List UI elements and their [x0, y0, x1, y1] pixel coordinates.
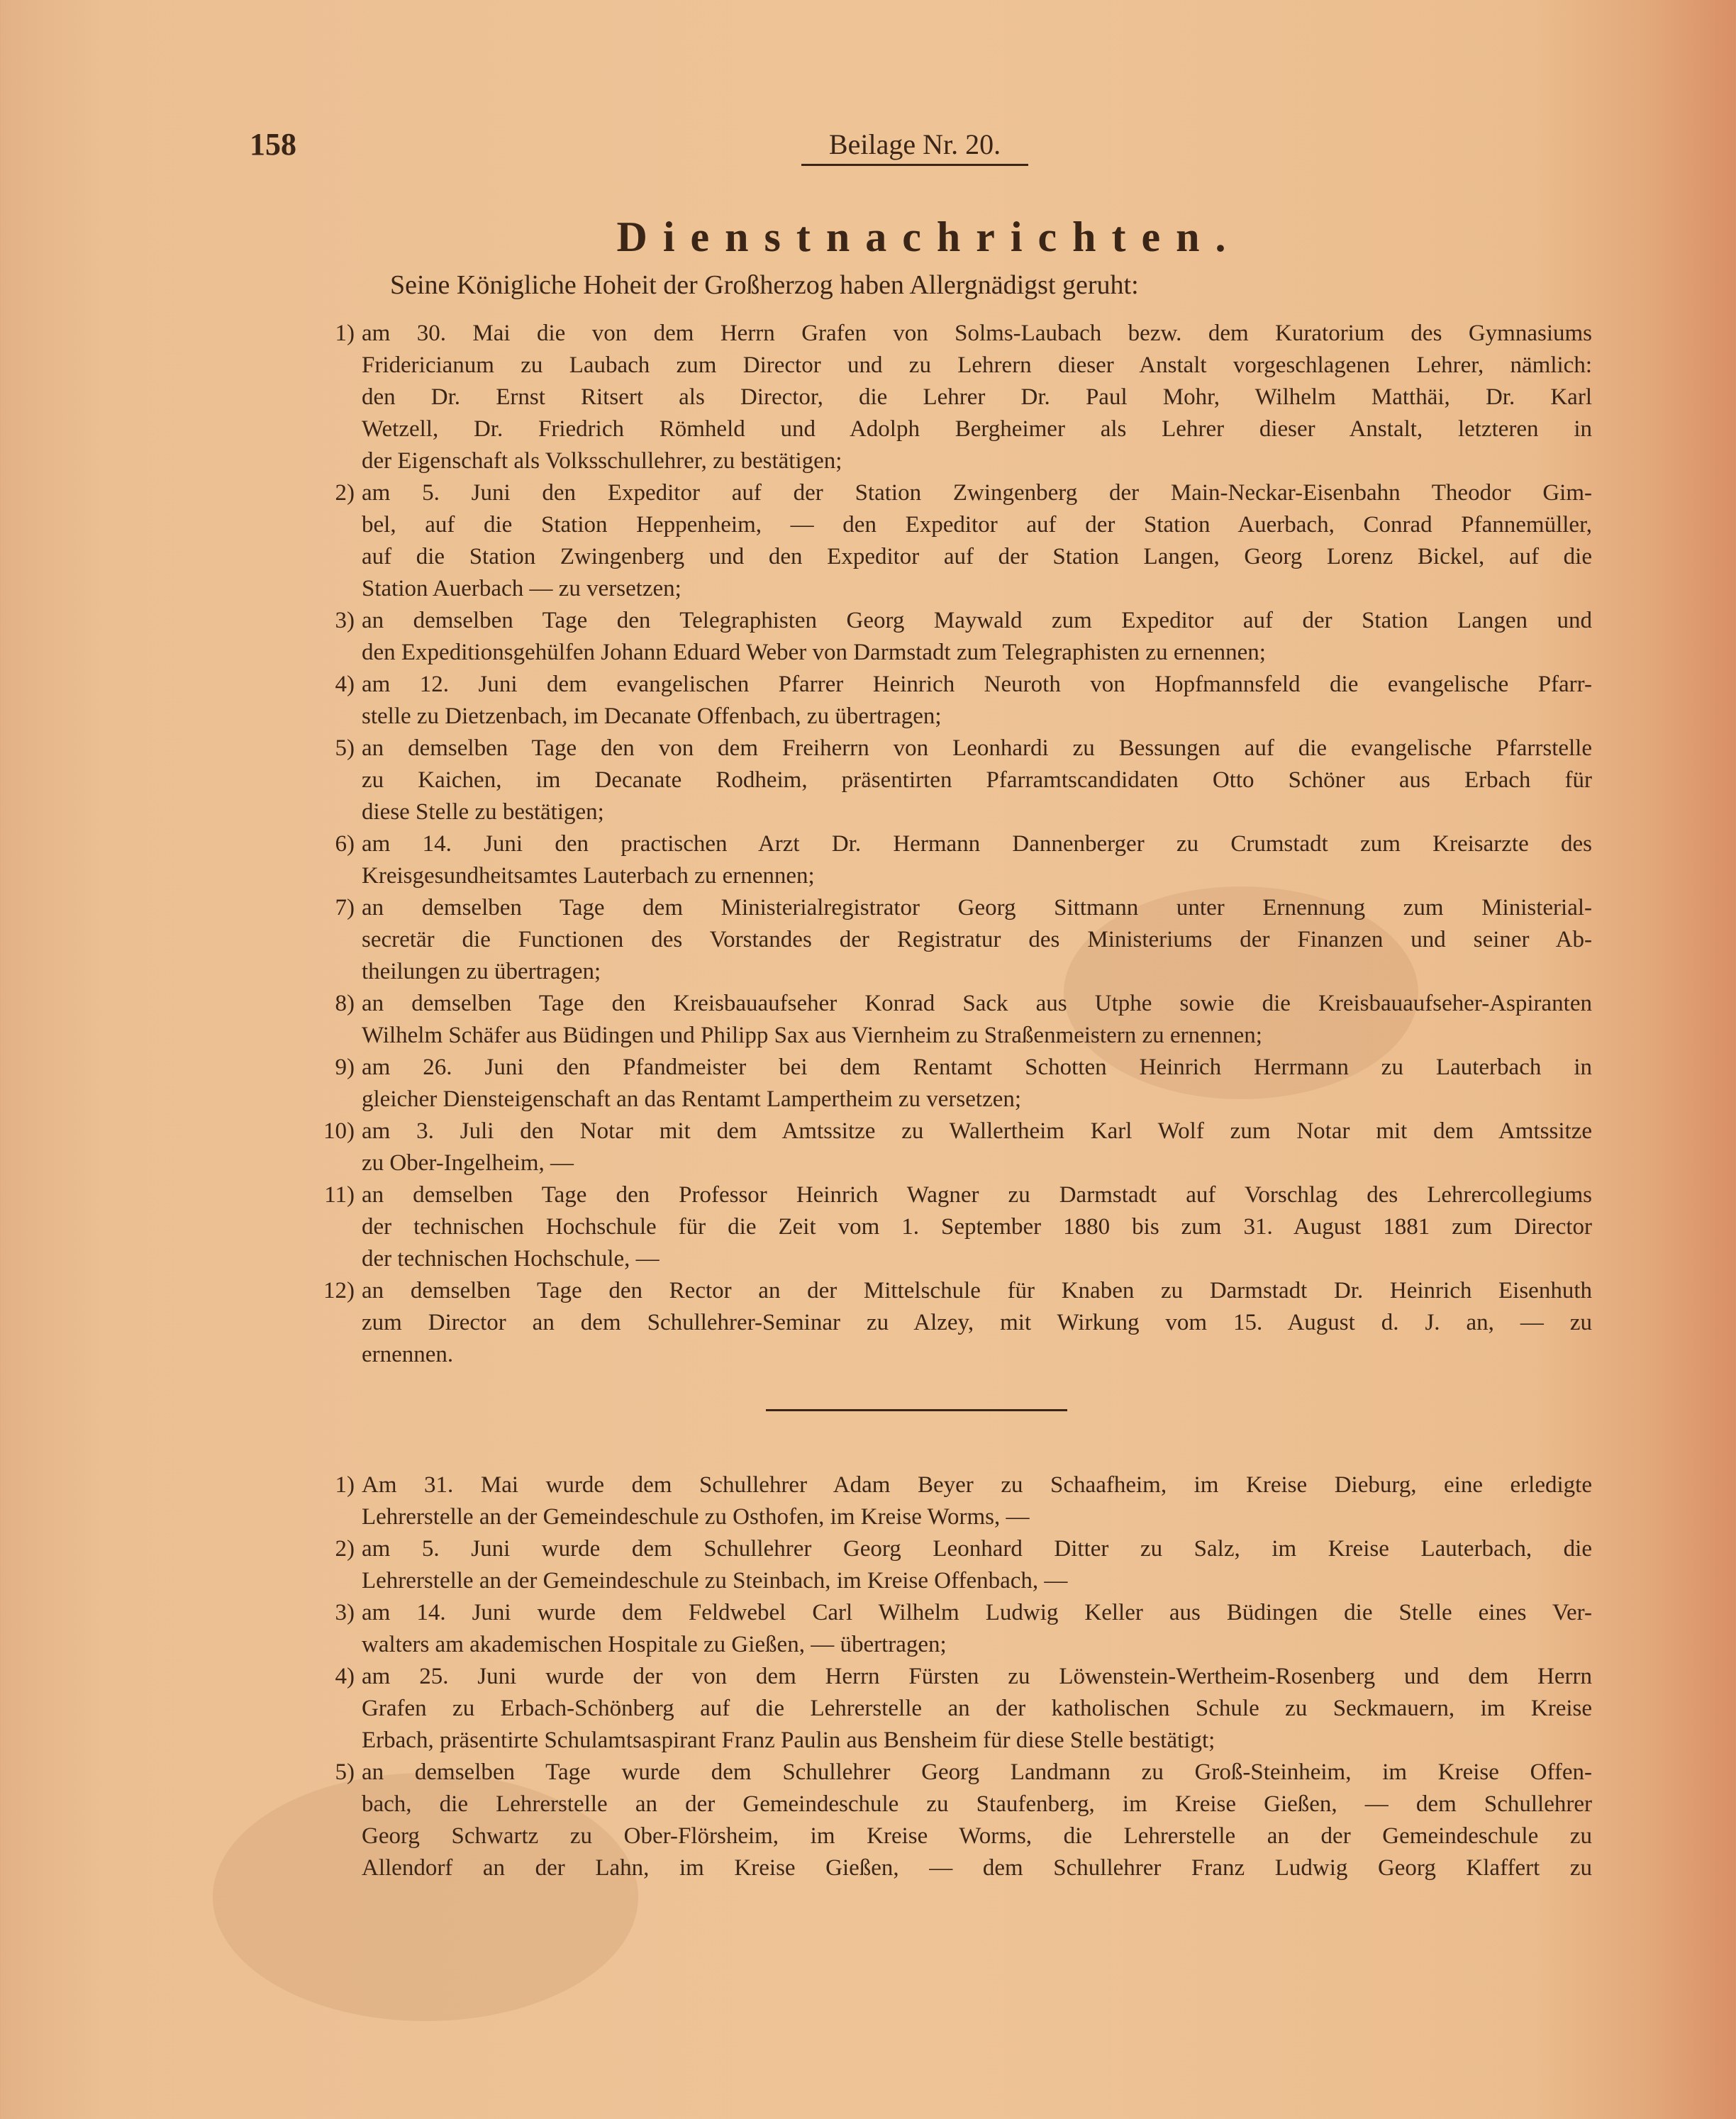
text-line: auf die Station Zwingenberg und den Expeditor auf der Station Langen, Georg Lorenz Bickel, auf die [362, 544, 1592, 569]
text-line: am 30. Mai die von dem Herrn Grafen von Solms-Laubach bezw. dem Kuratorium des Gymnasiums [362, 321, 1592, 346]
text-line: Wilhelm Schäfer aus Büdingen und Philipp Sax aus Viernheim zu Straßenmeistern zu ernennen; [362, 1023, 1262, 1048]
text-line: den Expeditionsgehülfen Johann Eduard Weber von Darmstadt zum Telegraphisten zu ernennen; [362, 640, 1266, 665]
text-line: am 26. Juni den Pfandmeister bei dem Rentamt Schotten Heinrich Herrmann zu Lauterbach in [362, 1055, 1592, 1080]
intro-line: Seine Königliche Hoheit der Großherzog haben Allergnädigst geruht: [390, 270, 1139, 300]
text-line: gleicher Diensteigenschaft an das Rentamt Lampertheim zu versetzen; [362, 1086, 1022, 1112]
text-line: zum Director an dem Schullehrer-Seminar zu Alzey, mit Wirkung vom 15. August d. J. an, — zu [362, 1310, 1592, 1335]
item-number: 8) [335, 991, 355, 1016]
item-number: 4) [335, 672, 355, 697]
item-number: 4) [335, 1664, 355, 1689]
text-line: Allendorf an der Lahn, im Kreise Gießen, — dem Schullehrer Franz Ludwig Georg Klaffert zu [362, 1855, 1592, 1881]
item-number: 12) [323, 1278, 355, 1303]
list-item [305, 1757, 1592, 1884]
text-line: an demselben Tage dem Ministerialregistrator Georg Sittmann unter Ernennung zum Ministerial- [362, 895, 1592, 921]
list-item [305, 1116, 1592, 1179]
text-line: walters am akademischen Hospitale zu Gießen, — übertragen; [362, 1632, 947, 1657]
text-line: an demselben Tage den Professor Heinrich Wagner zu Darmstadt auf Vorschlag des Lehrercollegiums [362, 1182, 1592, 1208]
list-item [305, 605, 1592, 669]
list-item [305, 669, 1592, 733]
text-line: bach, die Lehrerstelle an der Gemeindeschule zu Staufenberg, im Kreise Gießen, — dem Schullehrer [362, 1791, 1592, 1817]
text-line: bel, auf die Station Heppenheim, — den Expeditor auf der Station Auerbach, Conrad Pfannemüller, [362, 512, 1592, 538]
text-line: am 25. Juni wurde der von dem Herrn Fürsten zu Löwenstein-Wertheim-Rosenberg und dem Herrn [362, 1664, 1592, 1689]
text-line: stelle zu Dietzenbach, im Decanate Offenbach, zu übertragen; [362, 703, 942, 729]
section-divider [766, 1409, 1067, 1411]
text-line: am 5. Juni wurde dem Schullehrer Georg Leonhard Ditter zu Salz, im Kreise Lauterbach, die [362, 1536, 1592, 1562]
page-number: 158 [250, 127, 296, 162]
text-line: secretär die Functionen des Vorstandes der Registratur des Ministeriums der Finanzen und seiner Ab- [362, 927, 1592, 952]
text-line: Wetzell, Dr. Friedrich Römheld und Adolph Bergheimer als Lehrer dieser Anstalt, letzteren in [362, 416, 1592, 442]
list-item [305, 318, 1592, 477]
appointments-list [305, 318, 1592, 1371]
text-line: Lehrerstelle an der Gemeindeschule zu Steinbach, im Kreise Offenbach, — [362, 1568, 1068, 1594]
text-line: am 14. Juni den practischen Arzt Dr. Hermann Dannenberger zu Crumstadt zum Kreisarzte des [362, 831, 1592, 857]
list-item [305, 1469, 1592, 1533]
supplement-heading: Beilage Nr. 20. [801, 128, 1028, 166]
page-title: Dienstnachrichten. [616, 213, 1242, 260]
text-line: Grafen zu Erbach-Schönberg auf die Lehrerstelle an der katholischen Schule zu Seckmauern, im Kreise [362, 1696, 1592, 1721]
text-line: an demselben Tage den Kreisbauaufseher Konrad Sack aus Utphe sowie die Kreisbauaufseher-Aspiranten [362, 991, 1592, 1016]
text-line: an demselben Tage den Telegraphisten Georg Maywald zum Expeditor auf der Station Langen und [362, 608, 1592, 633]
item-number: 5) [335, 1759, 355, 1785]
text-line: am 14. Juni wurde dem Feldwebel Carl Wilhelm Ludwig Keller aus Büdingen die Stelle eines Ver- [362, 1600, 1592, 1625]
text-line: Georg Schwartz zu Ober-Flörsheim, im Kreise Worms, die Lehrerstelle an der Gemeindeschule zu [362, 1823, 1592, 1849]
text-line: am 5. Juni den Expeditor auf der Station Zwingenberg der Main-Neckar-Eisenbahn Theodor Gim- [362, 480, 1592, 506]
item-number: 2) [335, 1536, 355, 1562]
item-number: 3) [335, 1600, 355, 1625]
text-line: am 3. Juli den Notar mit dem Amtssitze zu Wallertheim Karl Wolf zum Notar mit dem Amtssitze [362, 1118, 1592, 1144]
list-item [305, 1052, 1592, 1116]
text-line: Fridericianum zu Laubach zum Director und zu Lehrern dieser Anstalt vorgeschlagenen Lehrer, nämlich: [362, 352, 1592, 378]
text-line: Station Auerbach — zu versetzen; [362, 576, 681, 601]
list-item [305, 1275, 1592, 1371]
item-number: 2) [335, 480, 355, 506]
text-line: theilungen zu übertragen; [362, 959, 601, 984]
list-item [305, 1533, 1592, 1597]
text-line: Kreisgesundheitsamtes Lauterbach zu ernennen; [362, 863, 815, 889]
item-number: 1) [335, 1472, 355, 1498]
item-number: 11) [324, 1182, 355, 1208]
item-number: 3) [335, 608, 355, 633]
item-number: 5) [335, 735, 355, 761]
text-line: zu Ober-Ingelheim, — [362, 1150, 574, 1176]
list-item [305, 892, 1592, 988]
item-number: 9) [335, 1055, 355, 1080]
text-line: zu Kaichen, im Decanate Rodheim, präsentirten Pfarramtscandidaten Otto Schöner aus Erbach für [362, 767, 1592, 793]
text-line: an demselben Tage wurde dem Schullehrer Georg Landmann zu Groß-Steinheim, im Kreise Offen- [362, 1759, 1592, 1785]
text-line: den Dr. Ernst Ritsert als Director, die Lehrer Dr. Paul Mohr, Wilhelm Matthäi, Dr. Karl [362, 384, 1592, 410]
list-item [305, 733, 1592, 828]
text-line: der Eigenschaft als Volksschullehrer, zu bestätigen; [362, 448, 842, 474]
text-line: der technischen Hochschule, — [362, 1246, 660, 1272]
text-line: an demselben Tage den Rector an der Mittelschule für Knaben zu Darmstadt Dr. Heinrich Eisenhuth [362, 1278, 1592, 1303]
list-item [305, 1179, 1592, 1275]
text-line: der technischen Hochschule für die Zeit vom 1. September 1880 bis zum 31. August 1881 zum Director [362, 1214, 1592, 1240]
text-line: Lehrerstelle an der Gemeindeschule zu Osthofen, im Kreise Worms, — [362, 1504, 1030, 1530]
list-item [305, 1661, 1592, 1757]
item-number: 10) [323, 1118, 355, 1144]
list-item [305, 828, 1592, 892]
text-line: an demselben Tage den von dem Freiherrn von Leonhardi zu Bessungen auf die evangelische Pfarrstelle [362, 735, 1592, 761]
list-item [305, 477, 1592, 605]
text-line: am 12. Juni dem evangelischen Pfarrer Heinrich Neuroth von Hopfmannsfeld die evangelische Pfarr- [362, 672, 1592, 697]
item-number: 7) [335, 895, 355, 921]
text-line: Erbach, präsentirte Schulamtsaspirant Franz Paulin aus Bensheim für diese Stelle bestätigt; [362, 1728, 1215, 1753]
text-line: ernennen. [362, 1342, 454, 1367]
list-item [305, 988, 1592, 1052]
item-number: 1) [335, 321, 355, 346]
text-line: Am 31. Mai wurde dem Schullehrer Adam Beyer zu Schaafheim, im Kreise Dieburg, eine erledigte [362, 1472, 1592, 1498]
text-line: diese Stelle zu bestätigen; [362, 799, 604, 825]
list-item [305, 1597, 1592, 1661]
teacher-appointments-list [305, 1469, 1592, 1884]
item-number: 6) [335, 831, 355, 857]
